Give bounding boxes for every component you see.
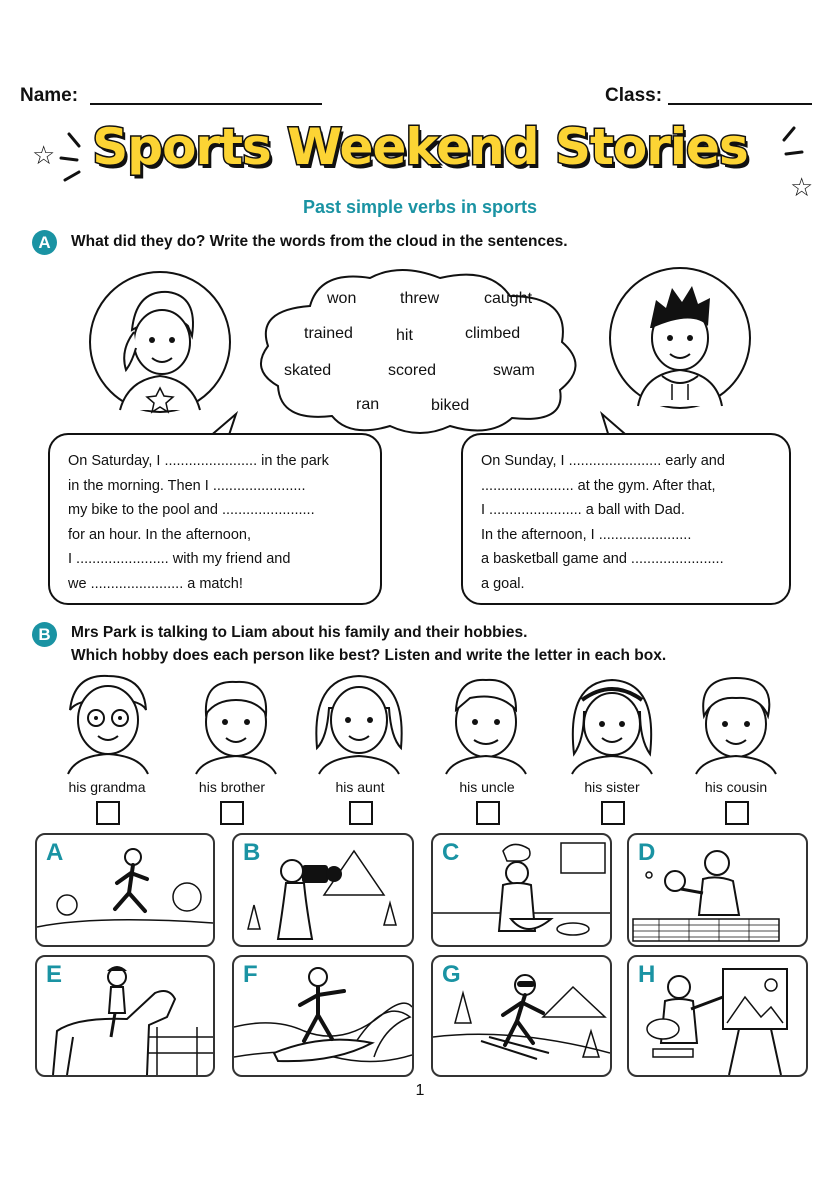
right-story-bubble bbox=[461, 433, 791, 605]
hobby-letter: C bbox=[442, 839, 460, 866]
story-line: a goal. bbox=[481, 575, 525, 592]
worksheet-subtitle: Past simple verbs in sports bbox=[302, 197, 538, 217]
hobby-card-e bbox=[35, 955, 215, 1077]
person-label-uncle: his uncle bbox=[459, 779, 515, 795]
cloud-word: threw bbox=[400, 290, 440, 307]
story-line[interactable]: ....................... at the gym. After that, bbox=[481, 477, 716, 494]
star-icon: ☆ bbox=[32, 140, 56, 170]
left-story-bubble bbox=[48, 433, 382, 605]
story-line[interactable]: a basketball game and ....................... bbox=[481, 551, 724, 567]
section-b-instruction-2: Which hobby does each person like best? Listen and write the letter in each box. bbox=[71, 647, 667, 664]
name-label: Name: bbox=[20, 85, 79, 106]
section-a-instruction: What did they do? Write the words from the cloud in the sentences. bbox=[71, 233, 568, 250]
answer-box-uncle[interactable] bbox=[476, 801, 500, 825]
hobby-card-c bbox=[431, 833, 612, 947]
hobby-card-d bbox=[627, 833, 808, 947]
hobby-letter: H bbox=[638, 961, 656, 988]
painting-icon bbox=[629, 957, 806, 1075]
cloud-word: swam bbox=[493, 362, 535, 379]
story-line[interactable]: my bike to the pool and ....................... bbox=[68, 502, 315, 518]
person-label-brother: his brother bbox=[198, 779, 266, 795]
section-a-badge: A bbox=[32, 230, 57, 255]
hobby-card-f bbox=[232, 955, 414, 1077]
cloud-word: skated bbox=[284, 362, 332, 379]
class-label: Class: bbox=[605, 85, 663, 106]
answer-box-grandma[interactable] bbox=[96, 801, 120, 825]
hobby-letter: F bbox=[243, 961, 258, 988]
cloud-word: biked bbox=[431, 397, 470, 414]
cloud-word: caught bbox=[484, 290, 533, 307]
surfing-icon bbox=[234, 957, 412, 1075]
cooking-icon bbox=[433, 835, 610, 945]
hobby-letter: D bbox=[638, 839, 656, 866]
hobby-card-g bbox=[431, 955, 612, 1077]
grandma-portrait bbox=[52, 670, 164, 776]
cloud-word: ran bbox=[356, 396, 380, 413]
uncle-portrait bbox=[430, 670, 542, 776]
person-label-sister: his sister bbox=[584, 779, 640, 795]
answer-box-sister[interactable] bbox=[601, 801, 625, 825]
cloud-word: climbed bbox=[465, 325, 521, 342]
table-tennis-icon bbox=[629, 835, 806, 945]
hobby-letter: G bbox=[442, 961, 461, 988]
hobby-card-b bbox=[232, 833, 414, 947]
cloud-word: trained bbox=[304, 325, 353, 342]
section-b-instruction-1: Mrs Park is talking to Liam about his family and their hobbies. bbox=[71, 624, 528, 641]
answer-box-brother[interactable] bbox=[220, 801, 244, 825]
story-line: for an hour. In the afternoon, bbox=[68, 526, 251, 543]
star-icon: ☆ bbox=[790, 172, 814, 202]
page-number: 1 bbox=[415, 1082, 425, 1099]
cousin-portrait bbox=[680, 670, 792, 776]
name-field[interactable] bbox=[90, 103, 322, 105]
person-label-grandma: his grandma bbox=[68, 779, 146, 795]
answer-box-aunt[interactable] bbox=[349, 801, 373, 825]
story-line[interactable]: I ....................... a ball with Dad. bbox=[481, 502, 685, 518]
hobby-card-h bbox=[627, 955, 808, 1077]
story-line[interactable]: we ....................... a match! bbox=[68, 575, 243, 592]
horse-riding-icon bbox=[37, 957, 213, 1075]
sister-portrait bbox=[556, 670, 668, 776]
cloud-word: won bbox=[327, 290, 357, 307]
hobby-card-a bbox=[35, 833, 215, 947]
worksheet-title: Sports Weekend Stories bbox=[92, 118, 748, 176]
answer-box-cousin[interactable] bbox=[725, 801, 749, 825]
boy-avatar bbox=[600, 266, 760, 416]
story-line[interactable]: I ....................... with my friend and bbox=[68, 551, 291, 567]
hobby-letter: E bbox=[46, 961, 63, 988]
hobby-letter: A bbox=[46, 839, 64, 866]
story-line[interactable]: in the morning. Then I ....................... bbox=[68, 477, 306, 494]
class-field[interactable] bbox=[668, 103, 812, 105]
cloud-word: scored bbox=[388, 362, 437, 379]
running-icon bbox=[37, 835, 213, 945]
person-label-aunt: his aunt bbox=[335, 779, 385, 795]
story-line[interactable]: In the afternoon, I ....................... bbox=[481, 526, 692, 543]
cloud-word: hit bbox=[396, 327, 413, 344]
camera-icon bbox=[234, 835, 412, 945]
story-line[interactable]: On Saturday, I ....................... in the park bbox=[68, 453, 329, 469]
girl-avatar bbox=[80, 270, 240, 420]
hobby-letter: B bbox=[243, 839, 261, 866]
person-label-cousin: his cousin bbox=[704, 779, 768, 795]
aunt-portrait bbox=[303, 668, 415, 776]
story-line[interactable]: On Sunday, I ....................... early and bbox=[481, 453, 725, 469]
brother-portrait bbox=[180, 670, 292, 776]
section-b-badge: B bbox=[32, 622, 57, 647]
